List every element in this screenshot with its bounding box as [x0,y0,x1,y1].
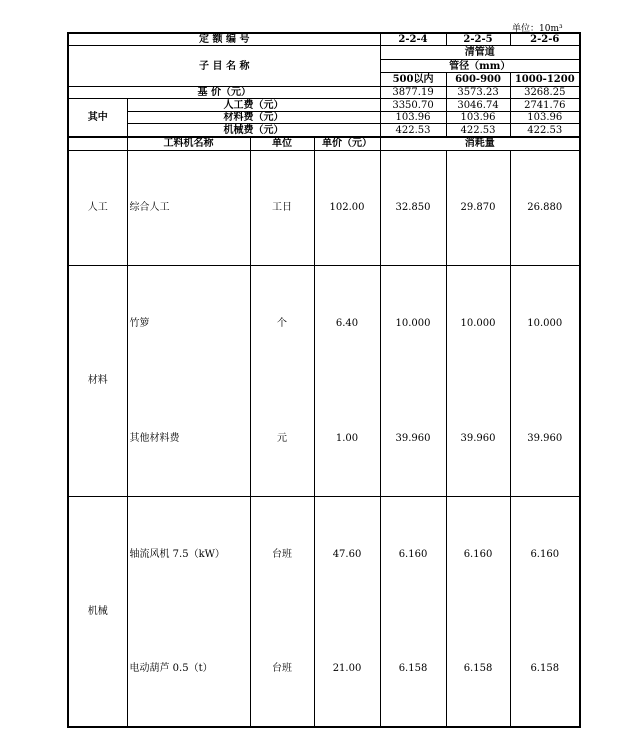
quota-code-2: 2-2-5 [446,33,510,46]
table-row [68,612,580,727]
table-row [68,496,580,611]
item-value-cell: 10.000 [510,266,580,381]
item-value-cell: 32.850 [380,150,446,265]
item-value-cell: 6.158 [446,612,510,727]
item-unit-cell: 元 [250,381,314,496]
item-value-cell: 39.960 [380,381,446,496]
column-header-price: 单价（元） [314,137,380,151]
item-price-cell: 1.00 [314,381,380,496]
spec-1: 500以内 [380,73,446,87]
item-name-cell: 综合人工 [127,150,250,265]
quota-code-3: 2-2-6 [510,33,580,46]
quota-code-row [68,33,580,46]
unit-note: 单位：10m³ [512,24,563,34]
column-header-unit: 单位 [250,137,314,151]
item-price-cell: 102.00 [314,150,380,265]
base-price-value-2: 3573.23 [446,86,510,98]
item-value-cell: 6.158 [380,612,446,727]
item-name-row [68,46,580,60]
item-value-cell: 29.870 [446,150,510,265]
column-header-blank [68,137,127,151]
material-cost-2: 103.96 [446,111,510,123]
labor-cost-label: 人工费（元） [127,99,380,111]
item-value-cell: 39.960 [446,381,510,496]
group-label-labor: 人工 [68,150,127,265]
item-name-cell: 轴流风机 7.5（kW） [127,496,250,611]
quota-code-label: 定 额 编 号 [68,33,380,46]
column-header-name: 工料机名称 [127,137,250,151]
item-value-cell: 6.160 [510,496,580,611]
material-cost-label: 材料费（元） [127,111,380,123]
machinery-cost-2: 422.53 [446,124,510,137]
quota-table [67,32,581,728]
of-which-label: 其中 [68,99,127,137]
item-name-cell: 电动葫芦 0.5（t） [127,612,250,727]
machinery-cost-row [68,124,580,137]
labor-cost-3: 2741.76 [510,99,580,111]
item-value-cell: 10.000 [446,266,510,381]
spec-3: 1000-1200 [510,73,580,87]
item-unit-cell: 台班 [250,612,314,727]
item-name-cell: 其他材料费 [127,381,250,496]
group-label-material: 材料 [68,266,127,497]
item-value-cell: 6.158 [510,612,580,727]
spec-2: 600-900 [446,73,510,87]
item-value-cell: 6.160 [446,496,510,611]
item-value-cell: 39.960 [510,381,580,496]
quota-code-1: 2-2-4 [380,33,446,46]
sub-item-label: 子 目 名 称 [68,46,380,87]
item-value-cell: 10.000 [380,266,446,381]
table-row [68,266,580,381]
item-price-cell: 47.60 [314,496,380,611]
item-unit-cell: 台班 [250,496,314,611]
item-unit-cell: 个 [250,266,314,381]
item-name: 清管道 [380,46,580,60]
group-label-machinery: 机械 [68,496,127,727]
base-price-row [68,86,580,98]
item-value-cell: 26.880 [510,150,580,265]
item-price-cell: 21.00 [314,612,380,727]
labor-cost-1: 3350.70 [380,99,446,111]
material-cost-row [68,111,580,123]
item-name-cell: 竹箩 [127,266,250,381]
base-price-value-1: 3877.19 [380,86,446,98]
column-header-row [68,137,580,151]
item-value-cell: 6.160 [380,496,446,611]
labor-cost-2: 3046.74 [446,99,510,111]
machinery-cost-3: 422.53 [510,124,580,137]
table-row [68,150,580,265]
spec-label: 管径（mm） [380,59,580,73]
item-price-cell: 6.40 [314,266,380,381]
labor-cost-row [68,99,580,111]
item-unit-cell: 工日 [250,150,314,265]
column-header-consumption: 消耗量 [380,137,580,151]
base-price-label: 基 价（元） [68,86,380,98]
machinery-cost-1: 422.53 [380,124,446,137]
material-cost-3: 103.96 [510,111,580,123]
machinery-cost-label: 机械费（元） [127,124,380,137]
base-price-value-3: 3268.25 [510,86,580,98]
material-cost-1: 103.96 [380,111,446,123]
table-row [68,381,580,496]
